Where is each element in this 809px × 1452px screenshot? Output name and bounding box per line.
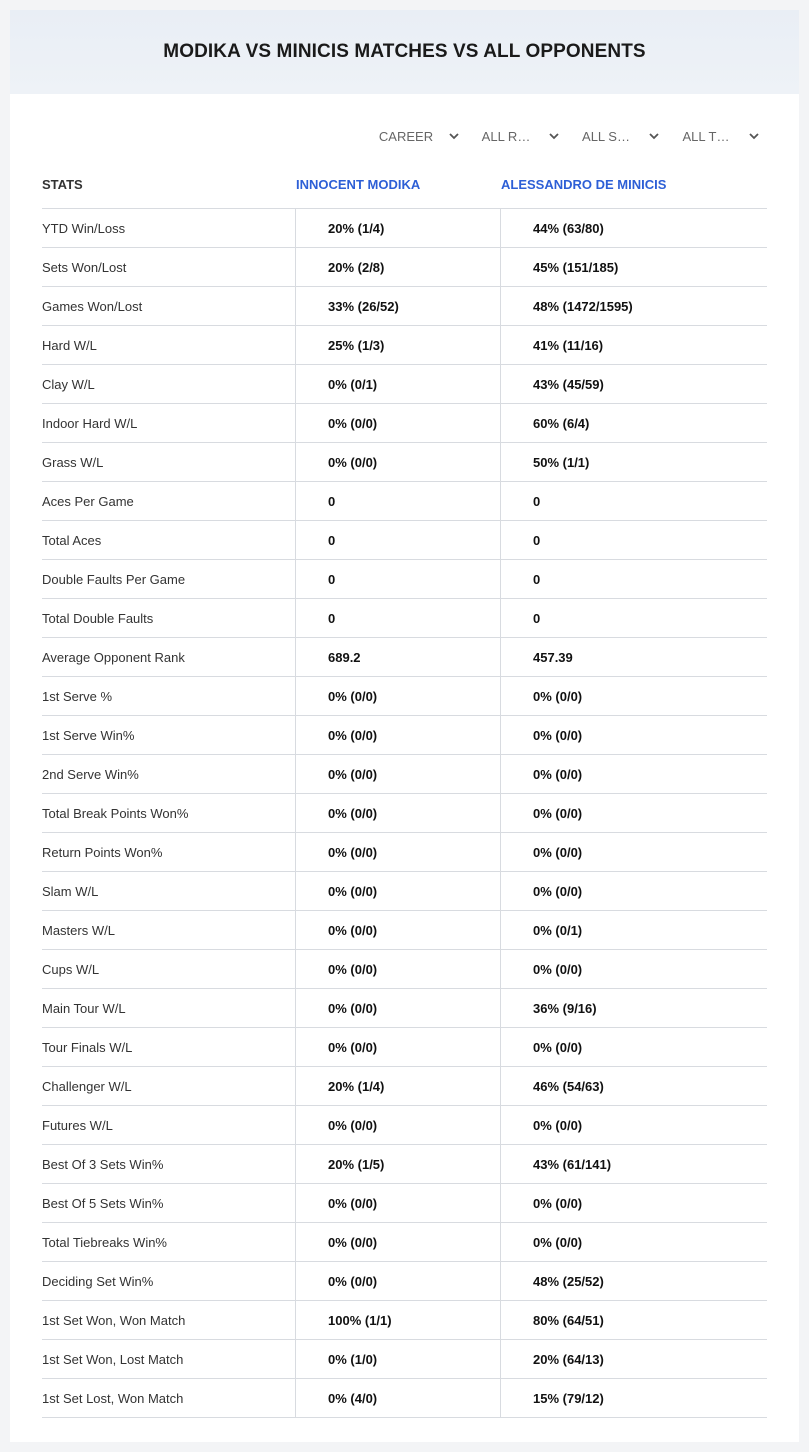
player2-value: 41% (11/16)	[500, 326, 767, 364]
player2-link[interactable]: ALESSANDRO DE MINICIS	[501, 176, 667, 192]
player1-value: 25% (1/3)	[295, 326, 500, 364]
row-label: 1st Set Won, Won Match	[42, 1312, 186, 1328]
player1-link[interactable]: INNOCENT MODIKA	[296, 176, 421, 192]
player1-value: 0% (0/0)	[295, 1184, 500, 1222]
filter-tournament-label: ALL T…	[682, 128, 730, 144]
player2-value: 0% (0/0)	[500, 794, 767, 832]
row-label: Slam W/L	[42, 883, 99, 899]
table-row	[42, 599, 767, 638]
table-row	[42, 677, 767, 716]
player1-value: 0% (0/0)	[295, 950, 500, 988]
row-label: Total Tiebreaks Win%	[42, 1234, 167, 1250]
player1-value: 0% (0/0)	[295, 716, 500, 754]
row-label: 1st Serve %	[42, 688, 113, 704]
row-label: Clay W/L	[42, 376, 95, 392]
row-label: 1st Serve Win%	[42, 727, 135, 743]
player2-value: 48% (25/52)	[500, 1262, 767, 1300]
chevron-down-icon	[747, 129, 761, 143]
player2-value: 0% (0/0)	[500, 755, 767, 793]
table-row	[42, 1379, 767, 1418]
stats-card	[10, 10, 799, 1442]
chevron-down-icon	[647, 129, 661, 143]
row-label: 1st Set Won, Lost Match	[42, 1351, 184, 1367]
filter-tournament-select[interactable]	[669, 120, 769, 152]
player1-value: 0% (0/0)	[295, 989, 500, 1027]
row-label: Masters W/L	[42, 922, 115, 938]
row-label: Total Break Points Won%	[42, 805, 189, 821]
player1-value: 0% (0/0)	[295, 872, 500, 910]
row-label: Futures W/L	[42, 1117, 113, 1133]
filter-surface-select[interactable]	[569, 120, 669, 152]
player2-value: 0	[500, 482, 767, 520]
page-header	[10, 10, 799, 94]
player2-value: 0% (0/0)	[500, 950, 767, 988]
player2-value: 0% (0/0)	[500, 1106, 767, 1144]
row-label: Deciding Set Win%	[42, 1273, 154, 1289]
player1-value: 0% (0/1)	[295, 365, 500, 403]
row-label: Indoor Hard W/L	[42, 415, 138, 431]
player1-value: 0% (0/0)	[295, 1262, 500, 1300]
row-label: 1st Set Lost, Won Match	[42, 1390, 184, 1406]
player2-value: 0% (0/0)	[500, 833, 767, 871]
player2-value: 80% (64/51)	[500, 1301, 767, 1339]
player2-value: 457.39	[500, 638, 767, 676]
player1-value: 20% (1/4)	[295, 209, 500, 247]
table-row	[42, 1145, 767, 1184]
chevron-down-icon	[547, 129, 561, 143]
player2-value: 50% (1/1)	[500, 443, 767, 481]
row-label: Sets Won/Lost	[42, 259, 127, 275]
player1-value: 0	[295, 560, 500, 598]
filter-round-label: ALL R…	[481, 128, 531, 144]
table-row	[42, 755, 767, 794]
player2-value: 0	[500, 599, 767, 637]
table-row	[42, 209, 767, 248]
row-label: Cups W/L	[42, 961, 100, 977]
row-label: Total Aces	[42, 532, 102, 548]
player2-value: 36% (9/16)	[500, 989, 767, 1027]
player1-value: 0% (0/0)	[295, 1106, 500, 1144]
row-label: Total Double Faults	[42, 610, 154, 626]
filter-round-select[interactable]	[469, 120, 569, 152]
row-label: Best Of 5 Sets Win%	[42, 1195, 164, 1211]
table-row	[42, 287, 767, 326]
table-row	[42, 911, 767, 950]
table-row	[42, 1184, 767, 1223]
row-label: Double Faults Per Game	[42, 571, 186, 587]
row-label: Grass W/L	[42, 454, 104, 470]
stats-table	[42, 160, 767, 1418]
page-title: MODIKA VS MINICIS MATCHES VS ALL OPPONENTS	[163, 41, 646, 62]
player1-value: 0% (0/0)	[295, 443, 500, 481]
player1-value: 33% (26/52)	[295, 287, 500, 325]
player1-value: 0% (1/0)	[295, 1340, 500, 1378]
row-label: Aces Per Game	[42, 493, 134, 509]
player1-value: 0% (0/0)	[295, 1223, 500, 1261]
player2-value: 0	[500, 521, 767, 559]
filter-period-label: CAREER	[378, 128, 434, 144]
player1-value: 0% (0/0)	[295, 404, 500, 442]
table-row	[42, 794, 767, 833]
player1-value: 0	[295, 482, 500, 520]
row-label: Hard W/L	[42, 337, 97, 353]
row-label: Return Points Won%	[42, 844, 163, 860]
row-label: Best Of 3 Sets Win%	[42, 1156, 164, 1172]
row-label: Average Opponent Rank	[42, 649, 185, 665]
player1-value: 0% (0/0)	[295, 911, 500, 949]
table-row	[42, 1223, 767, 1262]
table-row	[42, 248, 767, 287]
row-label: Main Tour W/L	[42, 1000, 126, 1016]
table-row	[42, 872, 767, 911]
player2-value: 48% (1472/1595)	[500, 287, 767, 325]
row-label: 2nd Serve Win%	[42, 766, 139, 782]
table-row	[42, 365, 767, 404]
table-row	[42, 1067, 767, 1106]
table-row	[42, 989, 767, 1028]
player1-value: 0% (0/0)	[295, 1028, 500, 1066]
player2-value: 43% (45/59)	[500, 365, 767, 403]
player2-value: 60% (6/4)	[500, 404, 767, 442]
table-row	[42, 716, 767, 755]
table-row	[42, 1028, 767, 1067]
table-row	[42, 560, 767, 599]
filter-bar	[369, 120, 769, 152]
filter-period-select[interactable]	[369, 120, 469, 152]
table-row	[42, 443, 767, 482]
player1-value: 100% (1/1)	[295, 1301, 500, 1339]
table-row	[42, 482, 767, 521]
player1-value: 0% (0/0)	[295, 677, 500, 715]
player2-value: 46% (54/63)	[500, 1067, 767, 1105]
table-row	[42, 950, 767, 989]
player1-value: 0	[295, 599, 500, 637]
table-row	[42, 326, 767, 365]
table-row	[42, 833, 767, 872]
player2-value: 0	[500, 560, 767, 598]
row-label: YTD Win/Loss	[42, 220, 126, 236]
stats-column-header: STATS	[42, 176, 83, 192]
player2-value: 0% (0/0)	[500, 677, 767, 715]
table-row	[42, 638, 767, 677]
table-header	[42, 160, 767, 209]
player1-value: 0% (0/0)	[295, 794, 500, 832]
player2-value: 45% (151/185)	[500, 248, 767, 286]
player2-value: 0% (0/0)	[500, 716, 767, 754]
player1-value: 20% (2/8)	[295, 248, 500, 286]
player2-value: 20% (64/13)	[500, 1340, 767, 1378]
chevron-down-icon	[447, 129, 461, 143]
player1-value: 0	[295, 521, 500, 559]
player1-value: 20% (1/5)	[295, 1145, 500, 1183]
table-row	[42, 1340, 767, 1379]
player1-value: 0% (4/0)	[295, 1379, 500, 1417]
player2-value: 0% (0/0)	[500, 872, 767, 910]
player1-value: 20% (1/4)	[295, 1067, 500, 1105]
table-row	[42, 1301, 767, 1340]
player2-value: 0% (0/0)	[500, 1184, 767, 1222]
row-label: Games Won/Lost	[42, 298, 143, 314]
table-row	[42, 404, 767, 443]
table-row	[42, 521, 767, 560]
filter-surface-label: ALL S…	[582, 128, 630, 144]
player2-value: 0% (0/0)	[500, 1028, 767, 1066]
table-body	[42, 209, 767, 1418]
player2-value: 15% (79/12)	[500, 1379, 767, 1417]
row-label: Challenger W/L	[42, 1078, 132, 1094]
player2-value: 44% (63/80)	[500, 209, 767, 247]
player1-value: 0% (0/0)	[295, 755, 500, 793]
player1-value: 0% (0/0)	[295, 833, 500, 871]
table-row	[42, 1262, 767, 1301]
player2-value: 43% (61/141)	[500, 1145, 767, 1183]
table-row	[42, 1106, 767, 1145]
player1-value: 689.2	[295, 638, 500, 676]
player2-value: 0% (0/1)	[500, 911, 767, 949]
player2-value: 0% (0/0)	[500, 1223, 767, 1261]
row-label: Tour Finals W/L	[42, 1039, 133, 1055]
